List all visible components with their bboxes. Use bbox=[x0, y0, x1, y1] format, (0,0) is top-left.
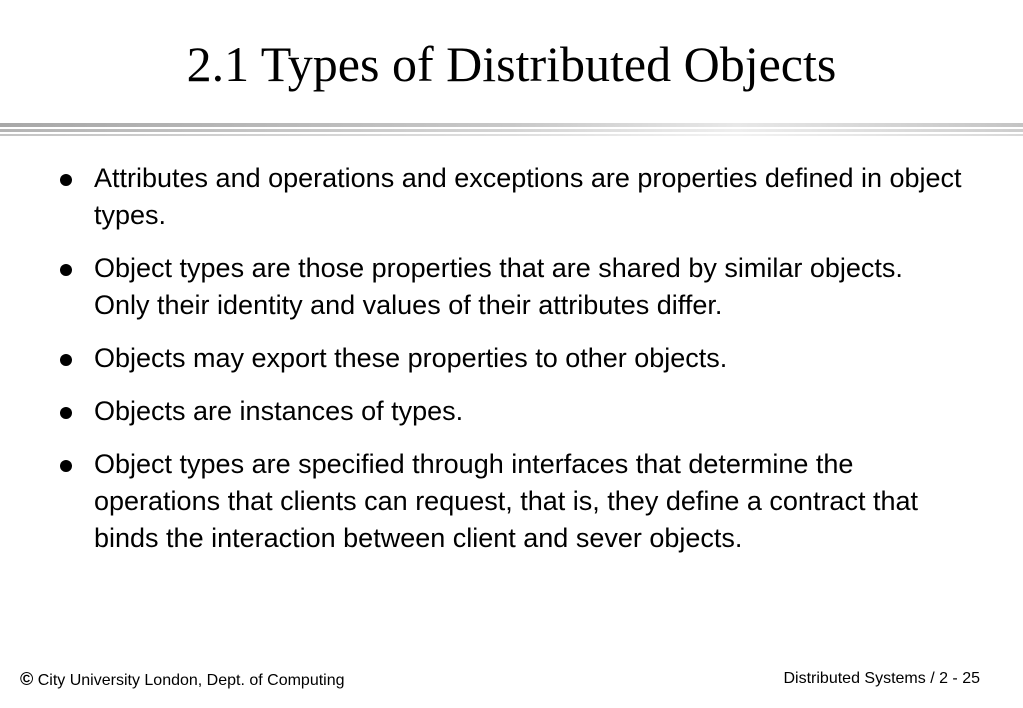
bullet-item bbox=[0, 250, 1023, 324]
bullet-item bbox=[0, 446, 1023, 557]
bullet-dot-icon bbox=[60, 407, 72, 419]
bullet-text: Object types are those properties that are shared by similar objects. Only their identity and values of their attributes differ. bbox=[94, 253, 903, 320]
bullet-dot-icon bbox=[60, 460, 72, 472]
slide-title: 2.1 Types of Distributed Objects bbox=[186, 36, 837, 92]
bullet-text: Objects are instances of types. bbox=[94, 396, 464, 426]
bullet-text: Attributes and operations and exceptions are properties defined in object types. bbox=[94, 163, 962, 230]
footer-copyright bbox=[20, 668, 345, 692]
bullet-dot-icon bbox=[60, 174, 72, 186]
copyright-icon: © bbox=[20, 669, 34, 689]
bullet-list bbox=[0, 160, 1023, 573]
footer-page-info: Distributed Systems / 2 - 25 bbox=[783, 670, 980, 687]
bullet-dot-icon bbox=[60, 264, 72, 276]
title-divider-line bbox=[0, 129, 1023, 132]
bullet-text: Object types are specified through interfaces that determine the operations that clients can request, that is, they define a contract that binds the interaction between client and sever objects. bbox=[94, 449, 918, 553]
title-divider-line bbox=[0, 123, 1023, 127]
bullet-item bbox=[0, 340, 1023, 377]
bullet-dot-icon bbox=[60, 354, 72, 366]
bullet-item bbox=[0, 393, 1023, 430]
footer-institution: City University London, Dept. of Computing bbox=[33, 672, 345, 689]
bullet-item bbox=[0, 160, 1023, 234]
bullet-text: Objects may export these properties to other objects. bbox=[94, 343, 728, 373]
title-divider-line bbox=[0, 134, 1023, 136]
